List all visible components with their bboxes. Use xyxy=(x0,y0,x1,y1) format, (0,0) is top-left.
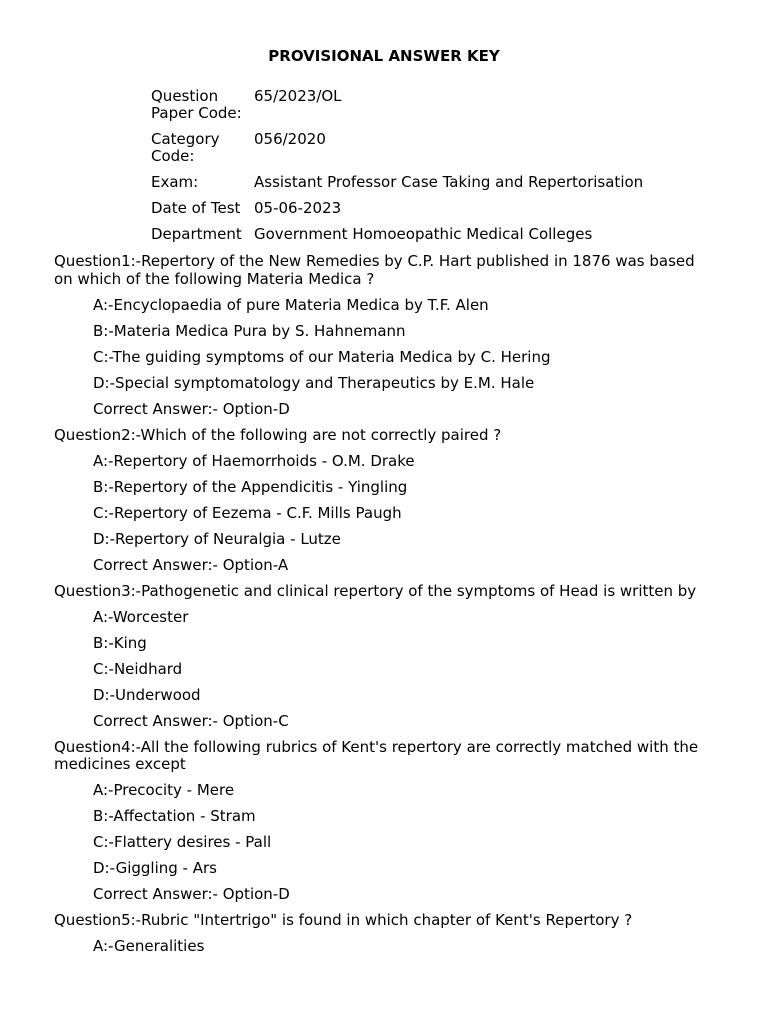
option-d: D:-Repertory of Neuralgia - Lutze xyxy=(93,529,341,548)
option-b: B:-Affectation - Stram xyxy=(93,807,256,825)
meta-label: Date of Test xyxy=(151,199,241,217)
page-title: PROVISIONAL ANSWER KEY xyxy=(268,47,500,65)
question-item-5 xyxy=(54,912,704,955)
meta-row-paper-code xyxy=(151,88,671,122)
meta-row-exam xyxy=(151,174,671,191)
meta-label: Question Paper Code: xyxy=(151,87,242,122)
question-item-4 xyxy=(54,739,704,904)
option-a: A:-Encyclopaedia of pure Materia Medica by T.F. Alen xyxy=(93,295,489,314)
meta-label: Department xyxy=(151,225,242,243)
question-text: Question1:-Repertory of the New Remedies by C.P. Hart published in 1876 was based on which of the following Materia Medica ? xyxy=(54,252,695,288)
meta-value: Assistant Professor Case Taking and Repertorisation xyxy=(254,173,644,191)
option-a: A:-Worcester xyxy=(93,607,189,626)
meta-row-department xyxy=(151,226,671,243)
question-text: Question3:-Pathogenetic and clinical repertory of the symptoms of Head is written by xyxy=(54,581,697,600)
question-text: Question4:-All the following rubrics of Kent's repertory are correctly matched with the medicines except xyxy=(54,737,699,773)
meta-row-date-of-test xyxy=(151,200,671,217)
meta-label: Category Code: xyxy=(151,130,220,165)
option-d: D:-Special symptomatology and Therapeutics by E.M. Hale xyxy=(93,373,535,392)
option-c: C:-Neidhard xyxy=(93,659,183,678)
correct-answer: Correct Answer:- Option-A xyxy=(93,555,289,574)
option-b: B:-Materia Medica Pura by S. Hahnemann xyxy=(93,321,406,340)
question-item-2 xyxy=(54,427,704,574)
question-text: Question2:-Which of the following are not correctly paired ? xyxy=(54,425,502,444)
option-a: A:-Generalities xyxy=(93,937,205,955)
question-list xyxy=(54,253,704,964)
option-d: D:-Underwood xyxy=(93,685,201,704)
meta-value: 65/2023/OL xyxy=(254,87,342,105)
question-text: Question5:-Rubric "Intertrigo" is found in which chapter of Kent's Repertory ? xyxy=(54,911,633,929)
option-a: A:-Repertory of Haemorrhoids - O.M. Drake xyxy=(93,451,415,470)
meta-label: Exam: xyxy=(151,173,199,191)
exam-details-table xyxy=(151,88,671,252)
option-a: A:-Precocity - Mere xyxy=(93,781,235,799)
option-c: C:-Repertory of Eezema - C.F. Mills Paugh xyxy=(93,503,402,522)
option-c: C:-Flattery desires - Pall xyxy=(93,833,272,851)
correct-answer: Correct Answer:- Option-D xyxy=(93,885,290,903)
meta-value: Government Homoeopathic Medical Colleges xyxy=(254,225,593,243)
question-item-1 xyxy=(54,253,704,418)
correct-answer: Correct Answer:- Option-C xyxy=(93,711,289,730)
option-b: B:-Repertory of the Appendicitis - Yingling xyxy=(93,477,408,496)
option-c: C:-The guiding symptoms of our Materia Medica by C. Hering xyxy=(93,347,551,366)
option-b: B:-King xyxy=(93,633,147,652)
correct-answer: Correct Answer:- Option-D xyxy=(93,399,290,418)
question-item-3 xyxy=(54,583,704,730)
option-d: D:-Giggling - Ars xyxy=(93,859,217,877)
meta-row-category-code xyxy=(151,131,671,165)
meta-value: 056/2020 xyxy=(254,130,326,148)
meta-value: 05-06-2023 xyxy=(254,199,342,217)
